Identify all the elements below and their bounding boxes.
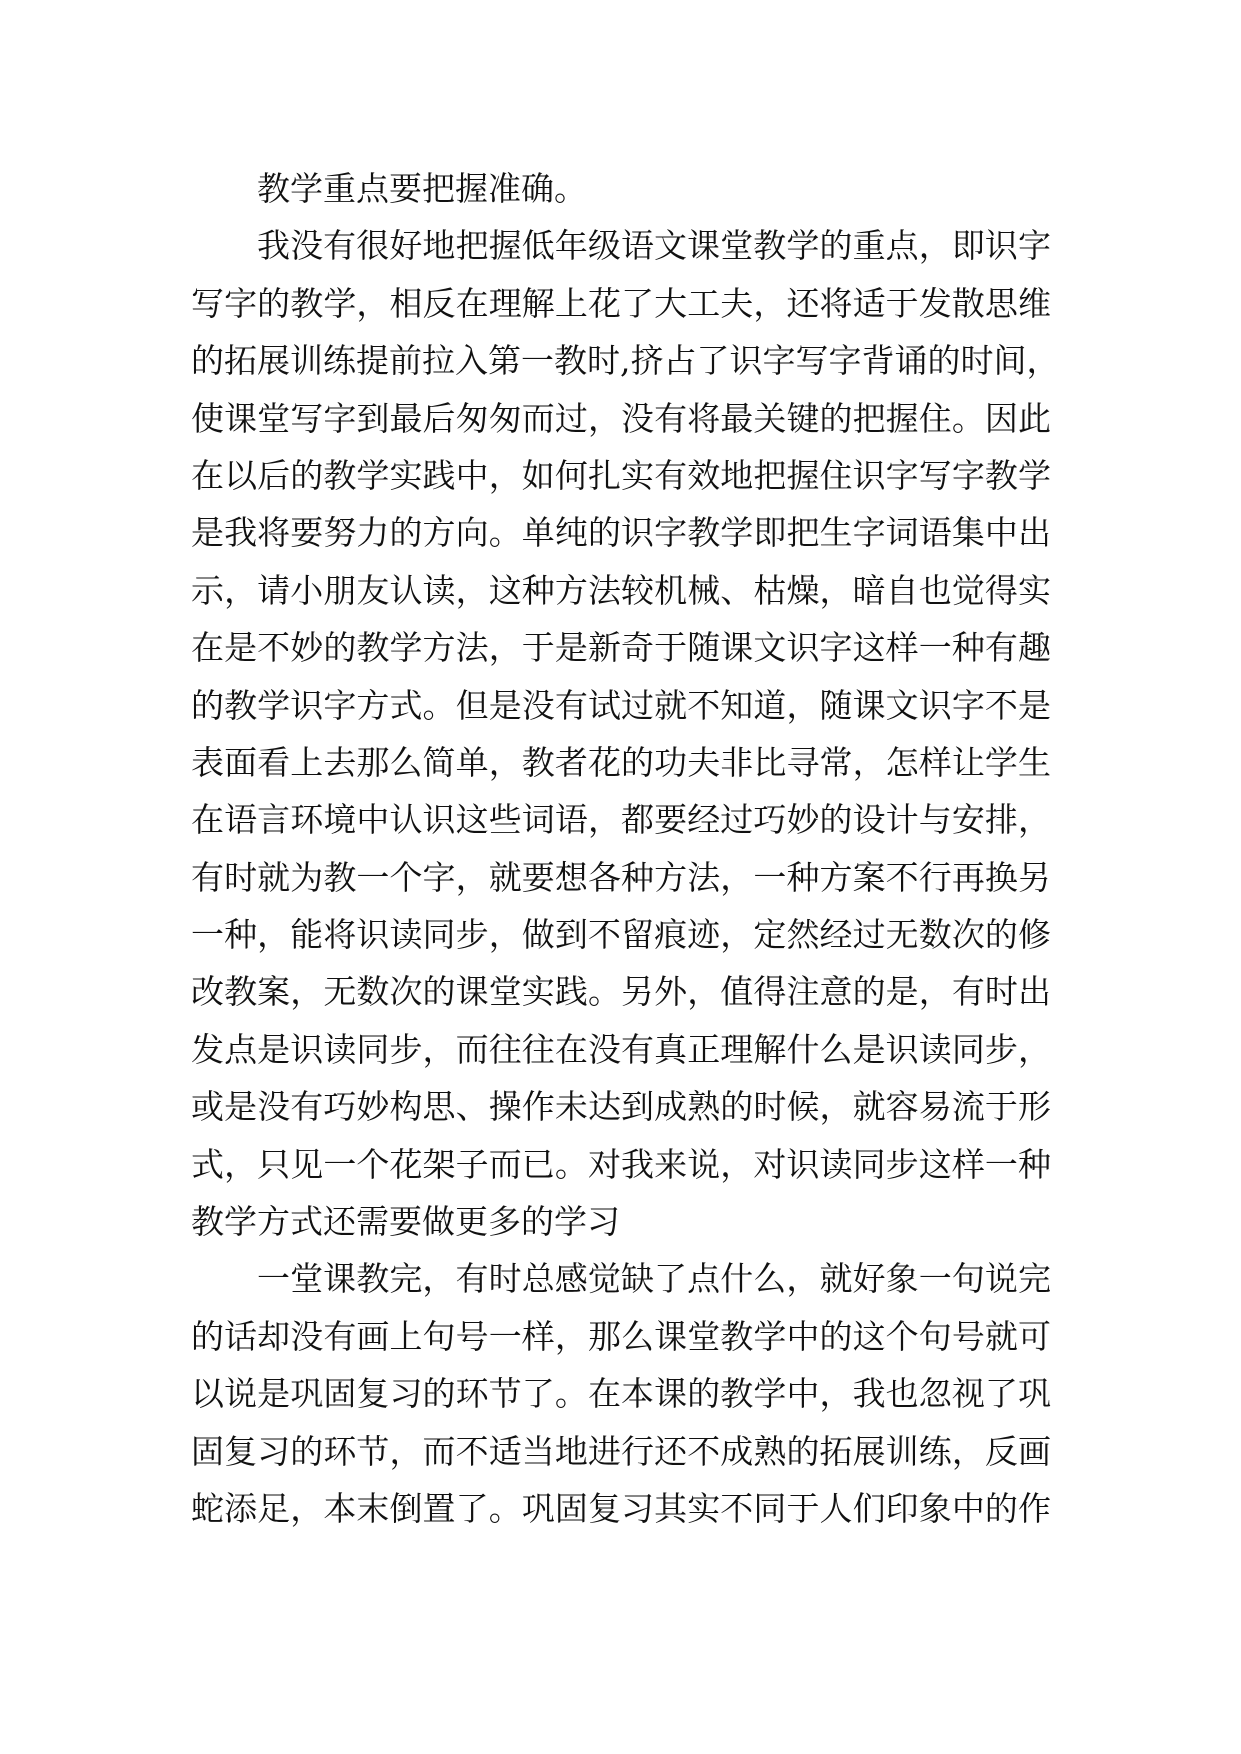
text-line: 写字的教学，相反在理解上花了大工夫，还将适于发散思维 bbox=[191, 283, 1051, 323]
text-line: 在以后的教学实践中，如何扎实有效地把握住识字写字教学 bbox=[191, 455, 1051, 495]
text-line: 一堂课教完，有时总感觉缺了点什么，就好象一句说完 bbox=[257, 1259, 1051, 1299]
text-line: 教学重点要把握准确。 bbox=[257, 169, 587, 208]
text-line: 是我将要努力的方向。单纯的识字教学即把生字词语集中出 bbox=[191, 513, 1051, 553]
text-line: 蛇添足，本末倒置了。巩固复习其实不同于人们印象中的作 bbox=[191, 1488, 1051, 1528]
text-line: 式，只见一个花架子而已。对我来说，对识读同步这样一种 bbox=[191, 1144, 1051, 1184]
text-line: 我没有很好地把握低年级语文课堂教学的重点，即识字 bbox=[257, 226, 1051, 266]
text-line: 示，请小朋友认读，这种方法较机械、枯燥，暗自也觉得实 bbox=[191, 570, 1051, 610]
text-line: 以说是巩固复习的环节了。在本课的教学中，我也忽视了巩 bbox=[191, 1374, 1051, 1414]
text-line: 在语言环境中认识这些词语，都要经过巧妙的设计与安排， bbox=[191, 800, 1051, 840]
text-line: 固复习的环节，而不适当地进行还不成熟的拓展训练，反画 bbox=[191, 1431, 1051, 1471]
text-line: 表面看上去那么简单，教者花的功夫非比寻常，怎样让学生 bbox=[191, 742, 1051, 782]
text-line: 的拓展训练提前拉入第一教时,挤占了识字写字背诵的时间， bbox=[191, 341, 1060, 381]
text-line: 的教学识字方式。但是没有试过就不知道，随课文识字不是 bbox=[191, 685, 1051, 725]
text-line: 教学方式还需要做更多的学习 bbox=[191, 1202, 620, 1242]
text-line: 一种，能将识读同步，做到不留痕迹，定然经过无数次的修 bbox=[191, 915, 1051, 955]
body-text bbox=[191, 160, 1060, 1537]
text-line: 的话却没有画上句号一样，那么课堂教学中的这个句号就可 bbox=[191, 1316, 1051, 1356]
text-line: 改教案，无数次的课堂实践。另外，值得注意的是，有时出 bbox=[191, 972, 1051, 1012]
text-line: 有时就为教一个字，就要想各种方法，一种方案不行再换另 bbox=[191, 857, 1051, 897]
text-line: 或是没有巧妙构思、操作未达到成熟的时候，就容易流于形 bbox=[191, 1087, 1051, 1127]
text-line: 发点是识读同步，而往往在没有真正理解什么是识读同步， bbox=[191, 1029, 1051, 1069]
text-line: 使课堂写字到最后匆匆而过，没有将最关键的把握住。因此 bbox=[191, 398, 1051, 438]
text-line: 在是不妙的教学方法，于是新奇于随课文识字这样一种有趣 bbox=[191, 628, 1051, 668]
